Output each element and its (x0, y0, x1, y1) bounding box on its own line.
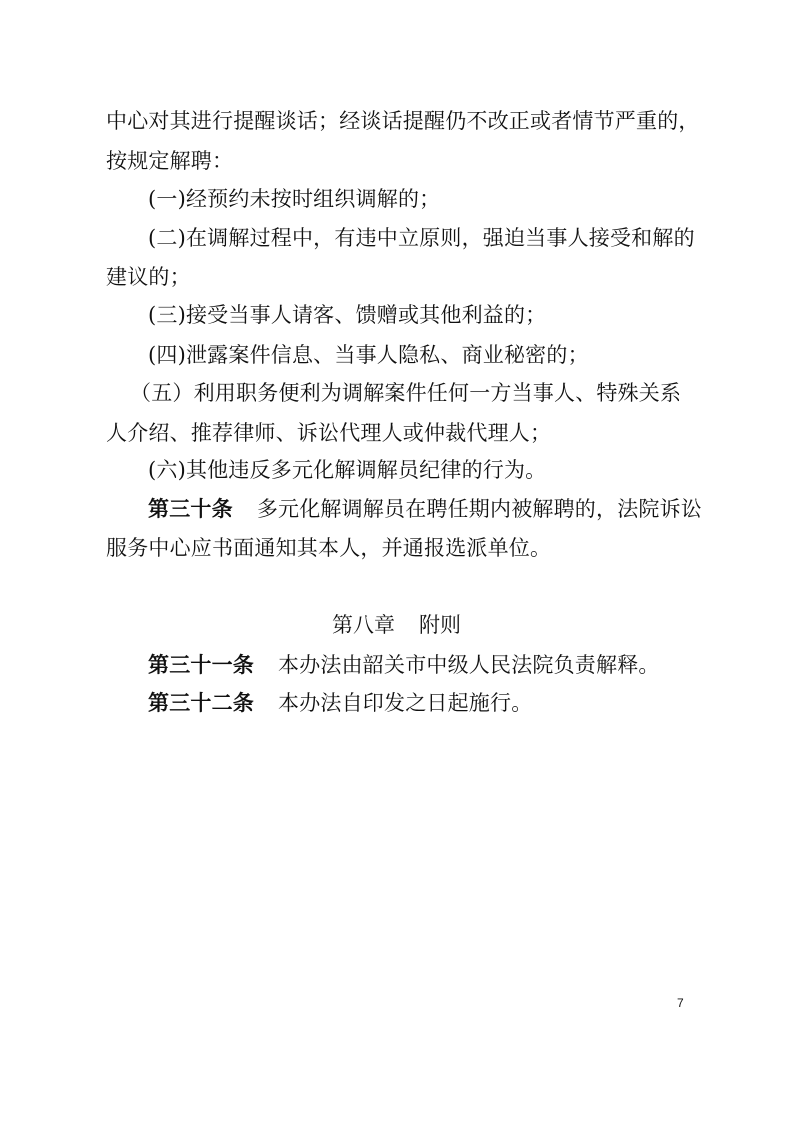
article-32-text: 本办法自印发之日起施行。 (278, 691, 533, 715)
list-item-5-line-1: （五）利用职务便利为调解案件任何一方当事人、特殊关系 (130, 381, 682, 405)
list-item-2-line-1: (二)在调解过程中，有违中立原则，强迫当事人接受和解的 (148, 226, 695, 250)
list-item-1: (一)经预约未按时组织调解的； (148, 187, 441, 211)
article-30-label: 第三十条 (148, 497, 233, 521)
article-31-label: 第三十一条 (148, 653, 254, 677)
article-31-text: 本办法由韶关市中级人民法院负责解释。 (278, 653, 660, 677)
list-item-6: (六)其他违反多元化解调解员纪律的行为。 (148, 458, 547, 482)
list-item-4: (四)泄露案件信息、当事人隐私、商业秘密的； (148, 343, 589, 367)
article-32 (148, 690, 532, 716)
chapter-number: 第八章 (332, 613, 395, 637)
article-30-line-1 (148, 496, 702, 522)
body-line-2: 按规定解聘： (106, 149, 234, 173)
chapter-heading (0, 612, 793, 638)
article-30-line-2: 服务中心应书面通知其本人，并通报选派单位。 (106, 536, 552, 560)
article-30-text-1: 多元化解调解员在聘任期内被解聘的，法院诉讼 (256, 497, 703, 521)
article-31 (148, 652, 660, 678)
chapter-title: 附则 (419, 613, 461, 637)
list-item-2-line-2: 建议的； (106, 265, 191, 289)
list-item-5-line-2: 人介绍、推荐律师、诉讼代理人或仲裁代理人； (106, 421, 552, 445)
page-number: 7 (677, 996, 684, 1010)
body-line-1: 中心对其进行提醒谈话；经谈话提醒仍不改正或者情节严重的， (106, 109, 700, 133)
article-32-label: 第三十二条 (148, 691, 254, 715)
list-item-3: (三)接受当事人请客、馈赠或其他利益的； (148, 303, 547, 327)
